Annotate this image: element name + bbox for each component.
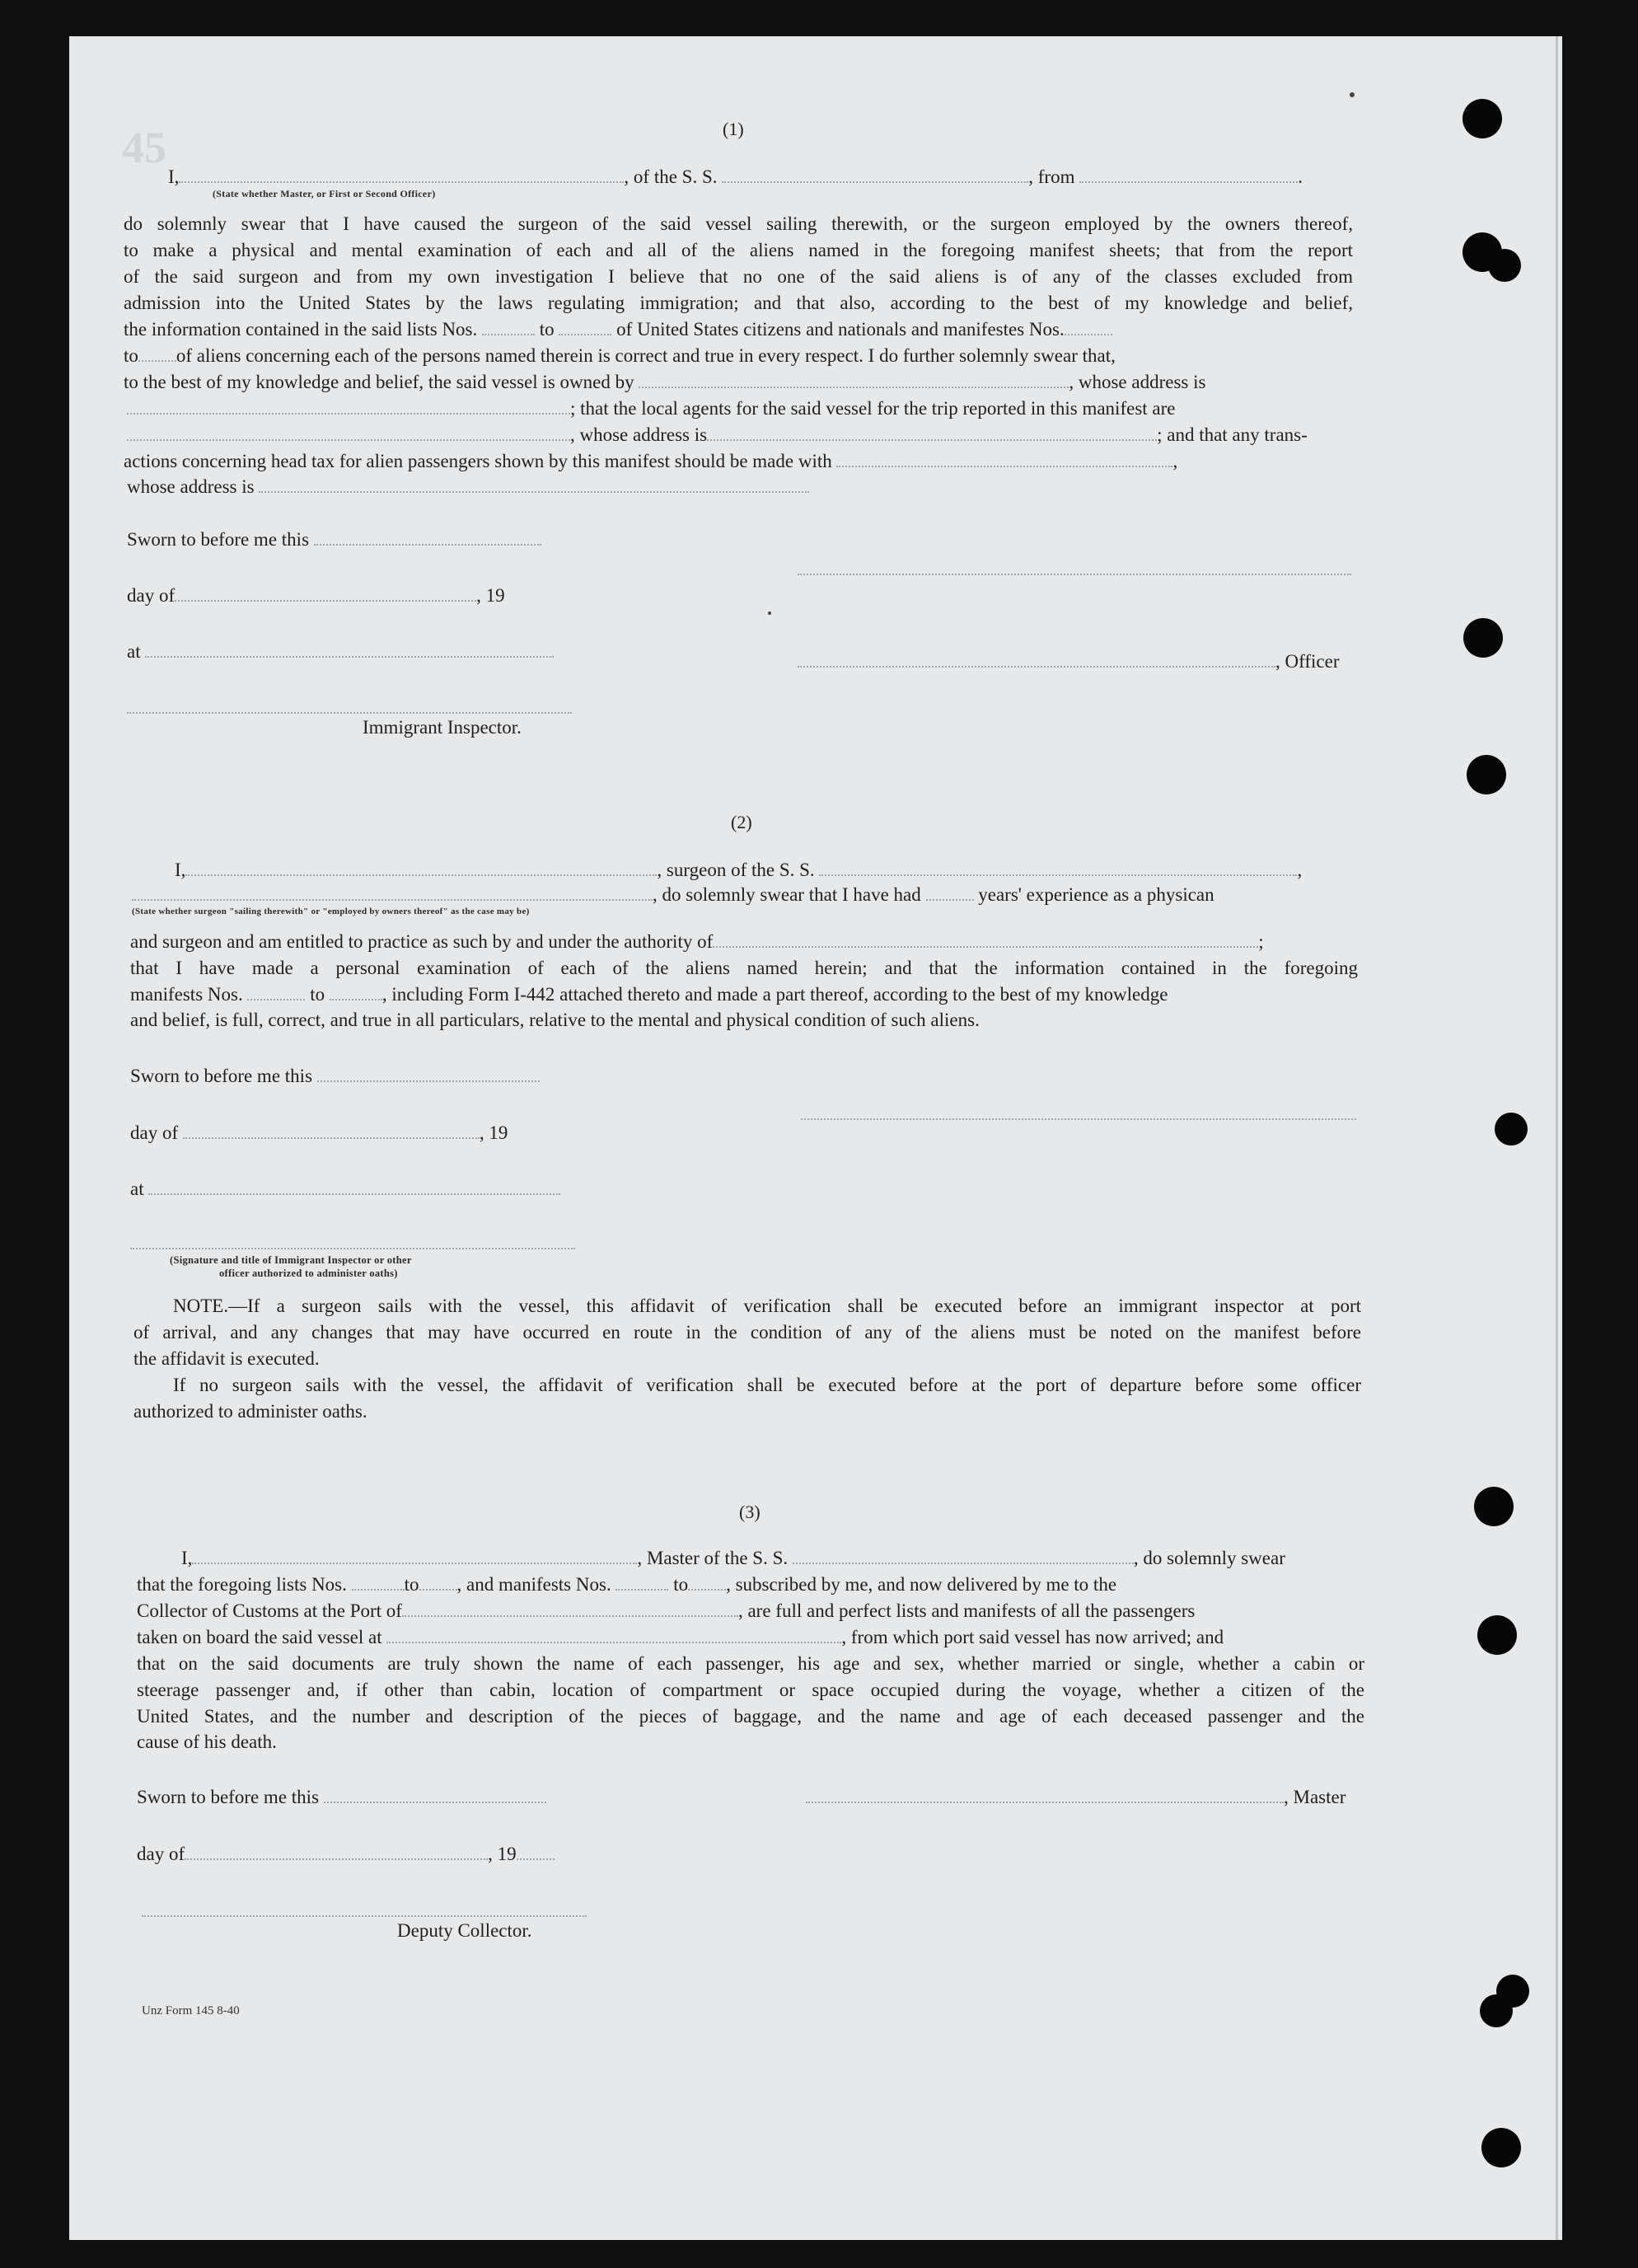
text: , Officer (1275, 651, 1340, 672)
blank-manifest-nos[interactable] (1065, 324, 1112, 335)
s3-body-1: that on the said documents are truly shown the name of each passenger, his age and sex, whether married or single, whether a cabin or (137, 1653, 1364, 1674)
form-id: Unz Form 145 8-40 (142, 2004, 240, 2017)
text: day of (130, 1122, 179, 1143)
signature-line[interactable] (801, 1117, 1356, 1120)
blank-list-to[interactable] (559, 324, 611, 335)
text: of United States citizens and nationals and manifestes Nos. (616, 319, 1065, 340)
text: manifests Nos. (130, 984, 243, 1005)
blank-surgeon-name[interactable] (185, 865, 657, 876)
blank-list-from[interactable] (352, 1579, 405, 1591)
blank-sworn-date[interactable] (324, 1792, 546, 1803)
blank-master-signature[interactable] (806, 1792, 1284, 1803)
sig-caption-1: (Signature and title of Immigrant Inspector or other (170, 1254, 412, 1266)
blank-vessel-name[interactable] (793, 1553, 1134, 1564)
blank-officer-name[interactable] (179, 171, 624, 183)
text: ; and that any trans- (1157, 424, 1308, 445)
blank-head-tax-address[interactable] (259, 481, 809, 493)
blank-embarkation-port[interactable] (386, 1632, 841, 1643)
deputy-signature-line[interactable] (142, 1914, 587, 1917)
punch-hole (1474, 1487, 1514, 1526)
text: Sworn to before me this (137, 1787, 320, 1807)
s2-line-5 (130, 984, 1168, 1005)
text: whose address is (127, 476, 255, 497)
blank-owner-address[interactable] (127, 403, 570, 415)
s1-line-actions (124, 451, 1177, 472)
text: , 19 (476, 585, 505, 606)
blank-manifest-to[interactable] (330, 989, 382, 1000)
s3-line-2 (137, 1574, 1116, 1596)
s1-line-1 (168, 166, 1303, 188)
blank-at-place[interactable] (145, 646, 554, 658)
s3-sworn (137, 1787, 546, 1808)
punch-hole (1488, 249, 1521, 282)
s1-line-address (127, 424, 1308, 446)
text: ; that the local agents for the said vessel for the trip reported in this manifest are (570, 398, 1176, 419)
blank-head-tax-party[interactable] (836, 456, 1172, 467)
text: , whose address is (1069, 372, 1206, 392)
punch-hole (1467, 755, 1506, 794)
s1-body-1: do solemnly swear that I have caused the surgeon of the said vessel sailing therewith, or the surgeon employed by the owners thereof, (124, 213, 1353, 234)
s2-instruction: (State whether surgeon "sailing therewith" or "employed by owners thereof" as the case may be) (132, 907, 530, 916)
text: , including Form I-442 attached thereto and made a part thereof, according to the best of my knowledge (381, 984, 1168, 1005)
blank-years[interactable] (926, 889, 974, 901)
blank-officer-signature[interactable] (798, 656, 1275, 668)
speck (1350, 92, 1355, 97)
note-line-1: NOTE.—If a surgeon sails with the vessel, this affidavit of verification shall be executed before an immigrant inspector at port (173, 1296, 1361, 1316)
blank-from-port[interactable] (1079, 171, 1298, 183)
blank-sworn-date[interactable] (314, 534, 541, 546)
text: day of (127, 585, 176, 606)
text: actions concerning head tax for alien passengers shown by this manifest should be made with (124, 451, 832, 471)
punch-hole (1481, 2128, 1521, 2167)
note-line-5: authorized to administer oaths. (133, 1401, 367, 1422)
text: , subscribed by me, and now delivered by me to the (726, 1574, 1117, 1595)
blank-manifest-from[interactable] (615, 1579, 668, 1591)
blank-owner[interactable] (639, 377, 1069, 388)
s2-line-3 (130, 931, 1264, 953)
text: taken on board the said vessel at (137, 1627, 382, 1647)
note-line-4: If no surgeon sails with the vessel, the affidavit of verification shall be executed before at the port of departure before some officer (173, 1375, 1361, 1395)
s2-at (130, 1179, 560, 1200)
text: , Master of the S. S. (637, 1548, 789, 1568)
s1-officer (798, 651, 1339, 672)
blank-list-to[interactable] (419, 1579, 457, 1591)
note-line-3: the affidavit is executed. (133, 1348, 320, 1369)
inspector-signature-line[interactable] (130, 1246, 575, 1249)
text: , do solemnly swear that I have had (653, 884, 921, 905)
s3-deputy: Deputy Collector. (397, 1920, 532, 1941)
blank-vessel-name[interactable] (819, 865, 1297, 876)
text: day of (137, 1844, 185, 1864)
punch-hole (1477, 1615, 1517, 1655)
blank-authority[interactable] (713, 936, 1258, 948)
s3-day (137, 1844, 555, 1865)
s1-day (127, 585, 505, 607)
text: , (1172, 451, 1178, 471)
text: Sworn to before me this (130, 1066, 313, 1086)
text: , from which port said vessel has now arrived; and (841, 1627, 1224, 1647)
text: to (404, 1574, 419, 1595)
blank-local-agents[interactable] (127, 429, 570, 441)
note-line-2: of arrival, and any changes that may have occurred en route in the condition of any of the aliens must be noted on the manifest before (133, 1322, 1361, 1343)
signature-line[interactable] (798, 572, 1351, 575)
blank-sworn-date[interactable] (317, 1071, 540, 1082)
s1-line-owned (124, 372, 1205, 393)
text: , Master (1284, 1787, 1346, 1807)
punch-hole (1480, 1994, 1513, 2027)
blank-port[interactable] (402, 1605, 738, 1617)
s1-inspector: Immigrant Inspector. (363, 717, 522, 738)
text: to (673, 1574, 689, 1595)
s3-body-2: steerage passenger and, if other than cabin, location of compartment or space occupied during the voyage, whether a citizen of the (137, 1680, 1364, 1700)
section-1-heading: (1) (723, 119, 744, 139)
text: the information contained in the said lists Nos. (124, 319, 478, 340)
s1-at (127, 641, 554, 663)
s3-line-3 (137, 1600, 1195, 1622)
page-edge (1556, 36, 1558, 2240)
punch-hole (1462, 99, 1502, 138)
text: that the foregoing lists Nos. (137, 1574, 347, 1595)
text: ; (1258, 931, 1264, 952)
text: Sworn to before me this (127, 529, 310, 550)
blank-day-of[interactable] (183, 1127, 480, 1139)
s1-line-agents (127, 398, 1175, 419)
s3-body-3: United States, and the number and description of the pieces of baggage, and the name and age of each deceased passenger and the (137, 1706, 1364, 1727)
section-3-heading: (3) (739, 1502, 760, 1522)
text: to the best of my knowledge and belief, the said vessel is owned by (124, 372, 634, 392)
s3-master (806, 1787, 1346, 1808)
text: , whose address is (570, 424, 708, 445)
inspector-signature-line[interactable] (127, 710, 572, 714)
s2-sworn (130, 1066, 540, 1087)
blank-vessel-name[interactable] (722, 171, 1028, 183)
text: , 19 (479, 1122, 508, 1143)
blank-manifest-from[interactable] (247, 989, 305, 1000)
s2-line-1 (175, 860, 1302, 881)
blank-day-of[interactable] (185, 1849, 488, 1860)
text: , do solemnly swear (1133, 1548, 1285, 1568)
text: , 19 (488, 1844, 517, 1864)
text: I, (181, 1548, 193, 1568)
text: , from (1028, 166, 1075, 187)
text: years' experience as a physican (978, 884, 1214, 905)
s1-line-whose (127, 476, 809, 498)
s1-sworn (127, 529, 541, 551)
faint-stamp-mark: 45 (122, 123, 166, 172)
blank-manifest-to[interactable] (688, 1579, 726, 1591)
s2-line-2 (132, 884, 1214, 906)
text: of aliens concerning each of the persons named therein is correct and true in every respect. I do further solemnly swear that, (176, 345, 1116, 366)
text: and surgeon and am entitled to practice as such by and under the authority of (130, 931, 714, 952)
blank-at-place[interactable] (148, 1183, 560, 1195)
text: to (310, 984, 325, 1005)
text: to (124, 345, 138, 366)
blank-master-name[interactable] (192, 1553, 637, 1564)
text: , are full and perfect lists and manifests of all the passengers (737, 1600, 1196, 1621)
blank-manifest-to[interactable] (138, 350, 176, 362)
s2-line-4: that I have made a personal examination of each of the aliens named herein; and that the information contained in the foregoing (130, 958, 1358, 978)
blank-agents-address[interactable] (707, 429, 1157, 441)
s1-body-4: admission into the United States by the laws regulating immigration; and that also, according to the best of my knowledge and belief, (124, 293, 1353, 313)
blank-year[interactable] (517, 1849, 555, 1860)
s3-line-4 (137, 1627, 1224, 1648)
punch-hole (1463, 618, 1503, 658)
blank-surgeon-status[interactable] (132, 889, 653, 901)
text: , (1297, 860, 1303, 880)
text: , and manifests Nos. (456, 1574, 611, 1595)
blank-list-from[interactable] (482, 324, 535, 335)
sig-caption-2: officer authorized to administer oaths) (219, 1268, 398, 1279)
s1-body-2: to make a physical and mental examination of each and all of the aliens named in the foregoing manifest sheets; that from the report (124, 240, 1353, 260)
s3-last: cause of his death. (137, 1731, 277, 1752)
s2-line-6: and belief, is full, correct, and true in all particulars, relative to the mental and physical condition of such aliens. (130, 1010, 980, 1030)
text: at (127, 641, 141, 662)
blank-day-of[interactable] (175, 590, 476, 602)
s3-line-1 (181, 1548, 1285, 1569)
section-2-heading: (2) (731, 812, 752, 832)
text: to (539, 319, 555, 340)
s2-day (130, 1122, 508, 1144)
text: . (1298, 166, 1303, 187)
punch-hole (1495, 1113, 1528, 1146)
text: , surgeon of the S. S. (657, 860, 815, 880)
s1-instruction: (State whether Master, or First or Second Officer) (213, 188, 436, 199)
s1-body-3: of the said surgeon and from my own investigation I believe that no one of the said aliens is of any of the classes excluded from (124, 266, 1353, 287)
text: I, (175, 860, 186, 880)
text: Collector of Customs at the Port of (137, 1600, 402, 1621)
s1-line-nos (124, 319, 1112, 340)
text: , of the S. S. (624, 166, 718, 187)
text: I, (168, 166, 180, 187)
s1-line-to (124, 345, 1116, 367)
text: at (130, 1179, 144, 1199)
speck (768, 612, 771, 615)
